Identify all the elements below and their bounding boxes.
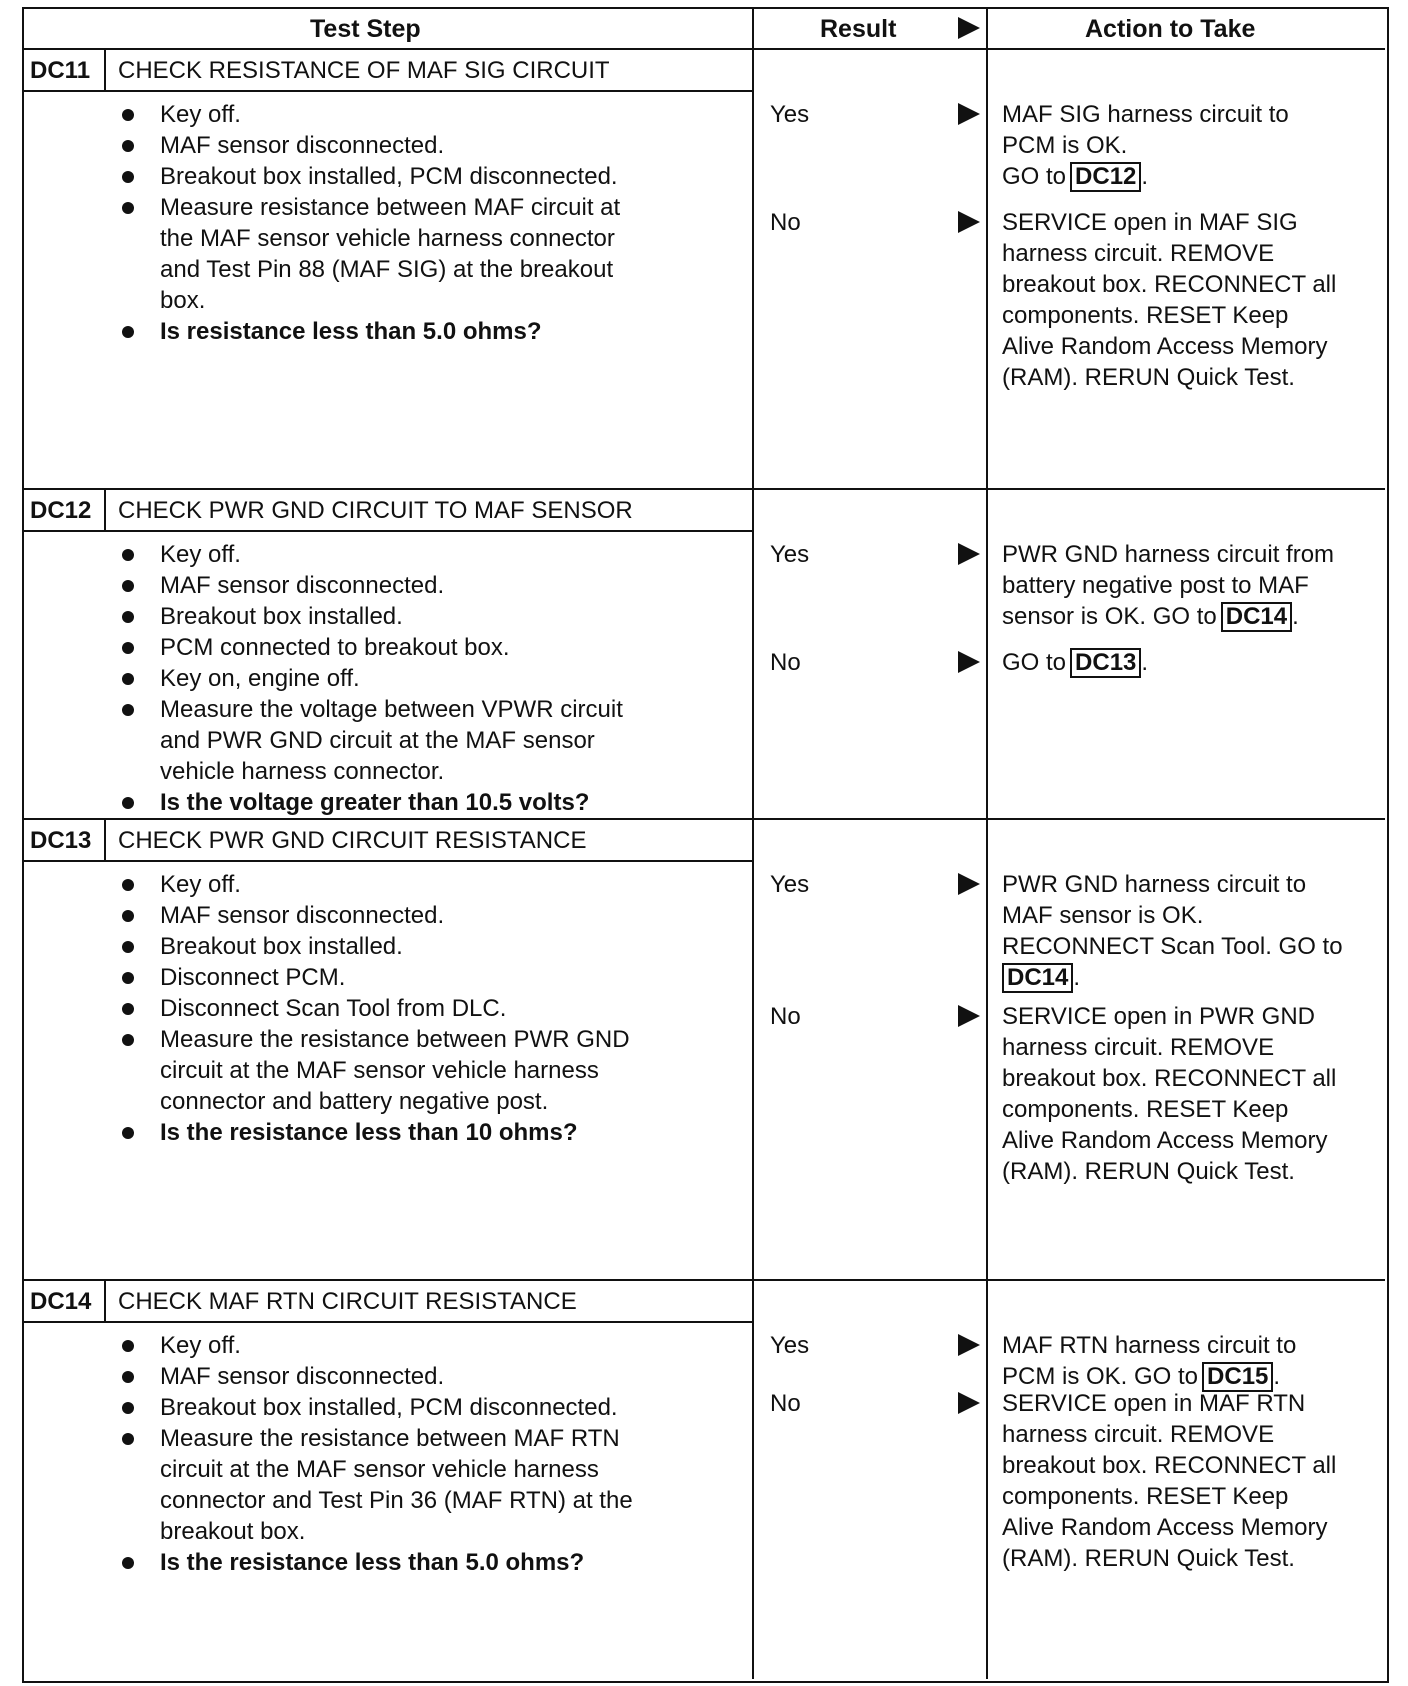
action-no-text: harness circuit. REMOVE [1002, 240, 1275, 267]
step-id: DC11 [30, 57, 91, 84]
bullet-text: Breakout box installed, PCM disconnected. [160, 1394, 618, 1421]
bullet-icon [122, 941, 134, 953]
result-yes: Yes [770, 1332, 810, 1359]
goto-step-link[interactable]: DC15 [1202, 1362, 1273, 1392]
bullet-text: MAF sensor disconnected. [160, 132, 445, 159]
bullet-icon [122, 202, 134, 214]
action-yes-text: MAF SIG harness circuit to [1002, 101, 1289, 128]
action-yes-text: MAF RTN harness circuit to [1002, 1332, 1297, 1359]
action-yes-text: PWR GND harness circuit from [1002, 541, 1335, 568]
bullet-text: Key off. [160, 1332, 241, 1359]
goto-text: GO to [1002, 649, 1067, 676]
action-yes-goto [1002, 963, 1080, 993]
result-no-arrow-icon [958, 651, 980, 673]
step-title-divider [22, 530, 752, 532]
action-no-text: SERVICE open in PWR GND [1002, 1003, 1315, 1030]
header-action: Action to Take [1085, 15, 1256, 43]
goto-suffix: . [1073, 964, 1081, 991]
result-yes-arrow-icon [958, 1334, 980, 1356]
column-divider-action [986, 7, 988, 1679]
bullet-icon [122, 673, 134, 685]
step-title-divider [22, 860, 752, 862]
bullet-text: Measure the resistance between PWR GND [160, 1026, 630, 1053]
bullet-text: Breakout box installed. [160, 603, 403, 630]
goto-step-link[interactable]: DC12 [1070, 162, 1141, 192]
step-id: DC14 [30, 1288, 92, 1315]
bullet-text: Key off. [160, 101, 241, 128]
step-title: CHECK MAF RTN CIRCUIT RESISTANCE [118, 1288, 577, 1315]
action-no-goto [1002, 648, 1148, 678]
bullet-icon [122, 140, 134, 152]
action-yes-text: PCM is OK. [1002, 132, 1128, 159]
result-no-arrow-icon [958, 1392, 980, 1414]
goto-suffix: . [1141, 163, 1149, 190]
action-no-text: SERVICE open in MAF SIG [1002, 209, 1298, 236]
section-divider [22, 818, 1385, 820]
bullet-icon [122, 1340, 134, 1352]
step-question: Is resistance less than 5.0 ohms? [160, 318, 542, 345]
goto-suffix: . [1273, 1363, 1281, 1390]
action-no-text: Alive Random Access Memory [1002, 1514, 1328, 1541]
bullet-icon [122, 326, 134, 338]
bullet-text: Key off. [160, 871, 241, 898]
bullet-icon [122, 109, 134, 121]
goto-step-link[interactable]: DC14 [1221, 602, 1292, 632]
result-no: No [770, 1390, 801, 1417]
bullet-icon [122, 879, 134, 891]
bullet-icon [122, 611, 134, 623]
bullet-text: connector and battery negative post. [160, 1088, 549, 1115]
goto-step-link[interactable]: DC13 [1070, 648, 1141, 678]
action-no-text: harness circuit. REMOVE [1002, 1421, 1275, 1448]
goto-suffix: . [1292, 603, 1299, 630]
bullet-icon [122, 797, 134, 809]
result-yes-arrow-icon [958, 543, 980, 565]
goto-text: sensor is OK. GO to [1002, 603, 1217, 630]
step-id: DC13 [30, 827, 92, 854]
bullet-text: Breakout box installed. [160, 933, 403, 960]
bullet-icon [122, 580, 134, 592]
action-yes-goto [1002, 1362, 1280, 1392]
result-yes: Yes [770, 541, 810, 568]
bullet-text: box. [160, 287, 206, 314]
action-yes-goto [1002, 602, 1299, 632]
bullet-text: Measure the voltage between VPWR circuit [160, 696, 623, 723]
bullet-text: circuit at the MAF sensor vehicle harness [160, 1057, 599, 1084]
goto-step-link[interactable]: DC14 [1002, 963, 1073, 993]
step-id: DC12 [30, 497, 92, 524]
action-no-text: Alive Random Access Memory [1002, 1127, 1328, 1154]
action-yes-text: RECONNECT Scan Tool. GO to [1002, 933, 1343, 960]
result-no-arrow-icon [958, 1005, 980, 1027]
action-no-text: components. RESET Keep [1002, 1096, 1289, 1123]
header-test-step: Test Step [310, 15, 421, 43]
bullet-icon [122, 1371, 134, 1383]
action-yes-text: MAF sensor is OK. [1002, 902, 1204, 929]
header-result: Result [820, 15, 897, 43]
bullet-icon [122, 704, 134, 716]
action-yes-text: PWR GND harness circuit to [1002, 871, 1307, 898]
action-no-text: (RAM). RERUN Quick Test. [1002, 1158, 1295, 1185]
action-no-text: breakout box. RECONNECT all [1002, 1452, 1337, 1479]
result-no-arrow-icon [958, 211, 980, 233]
action-yes-text: battery negative post to MAF [1002, 572, 1309, 599]
section-divider [22, 1279, 1385, 1281]
step-title: CHECK PWR GND CIRCUIT RESISTANCE [118, 827, 587, 854]
result-yes-arrow-icon [958, 103, 980, 125]
action-no-text: (RAM). RERUN Quick Test. [1002, 1545, 1295, 1572]
header-arrow-icon [958, 17, 980, 39]
bullet-text: MAF sensor disconnected. [160, 902, 445, 929]
action-no-text: Alive Random Access Memory [1002, 333, 1328, 360]
action-no-text: breakout box. RECONNECT all [1002, 271, 1337, 298]
bullet-icon [122, 1402, 134, 1414]
step-id-divider [104, 48, 106, 90]
result-no: No [770, 209, 801, 236]
bullet-text: PCM connected to breakout box. [160, 634, 510, 661]
action-no-text: (RAM). RERUN Quick Test. [1002, 364, 1295, 391]
result-yes: Yes [770, 101, 810, 128]
bullet-text: MAF sensor disconnected. [160, 572, 445, 599]
bullet-icon [122, 1433, 134, 1445]
bullet-text: and PWR GND circuit at the MAF sensor [160, 727, 595, 754]
step-question: Is the resistance less than 10 ohms? [160, 1119, 578, 1146]
goto-text: GO to [1002, 163, 1067, 190]
bullet-icon [122, 642, 134, 654]
bullet-icon [122, 549, 134, 561]
bullet-text: the MAF sensor vehicle harness connector [160, 225, 615, 252]
bullet-icon [122, 1557, 134, 1569]
bullet-icon [122, 972, 134, 984]
section-divider [22, 488, 1385, 490]
bullet-icon [122, 171, 134, 183]
action-no-text: breakout box. RECONNECT all [1002, 1065, 1337, 1092]
bullet-text: MAF sensor disconnected. [160, 1363, 445, 1390]
bullet-text: circuit at the MAF sensor vehicle harness [160, 1456, 599, 1483]
action-no-text: components. RESET Keep [1002, 1483, 1289, 1510]
bullet-icon [122, 1003, 134, 1015]
bullet-text: Measure the resistance between MAF RTN [160, 1425, 620, 1452]
step-id-divider [104, 818, 106, 860]
bullet-text: Measure resistance between MAF circuit at [160, 194, 621, 221]
bullet-icon [122, 910, 134, 922]
result-no: No [770, 1003, 801, 1030]
step-question: Is the resistance less than 5.0 ohms? [160, 1549, 585, 1576]
goto-suffix: . [1141, 649, 1149, 676]
step-title: CHECK PWR GND CIRCUIT TO MAF SENSOR [118, 497, 633, 524]
bullet-text: connector and Test Pin 36 (MAF RTN) at the [160, 1487, 633, 1514]
step-title-divider [22, 90, 752, 92]
step-question: Is the voltage greater than 10.5 volts? [160, 789, 590, 816]
bullet-text: Disconnect Scan Tool from DLC. [160, 995, 507, 1022]
action-no-text: harness circuit. REMOVE [1002, 1034, 1275, 1061]
bullet-text: Key off. [160, 541, 241, 568]
header-divider [22, 48, 1385, 50]
bullet-text: vehicle harness connector. [160, 758, 445, 785]
step-title: CHECK RESISTANCE OF MAF SIG CIRCUIT [118, 57, 610, 84]
result-yes-arrow-icon [958, 873, 980, 895]
bullet-icon [122, 1127, 134, 1139]
step-title-divider [22, 1321, 752, 1323]
bullet-text: Breakout box installed, PCM disconnected. [160, 163, 618, 190]
action-no-text: components. RESET Keep [1002, 302, 1289, 329]
bullet-text: breakout box. [160, 1518, 306, 1545]
action-no-text: SERVICE open in MAF RTN [1002, 1390, 1306, 1417]
result-yes: Yes [770, 871, 810, 898]
goto-text: PCM is OK. GO to [1002, 1363, 1199, 1390]
bullet-text: Disconnect PCM. [160, 964, 346, 991]
bullet-text: and Test Pin 88 (MAF SIG) at the breakout [160, 256, 614, 283]
column-divider-result [752, 7, 754, 1679]
step-id-divider [104, 1279, 106, 1321]
action-yes-goto [1002, 162, 1148, 192]
step-id-divider [104, 488, 106, 530]
bullet-icon [122, 1034, 134, 1046]
result-no: No [770, 649, 801, 676]
bullet-text: Key on, engine off. [160, 665, 360, 692]
